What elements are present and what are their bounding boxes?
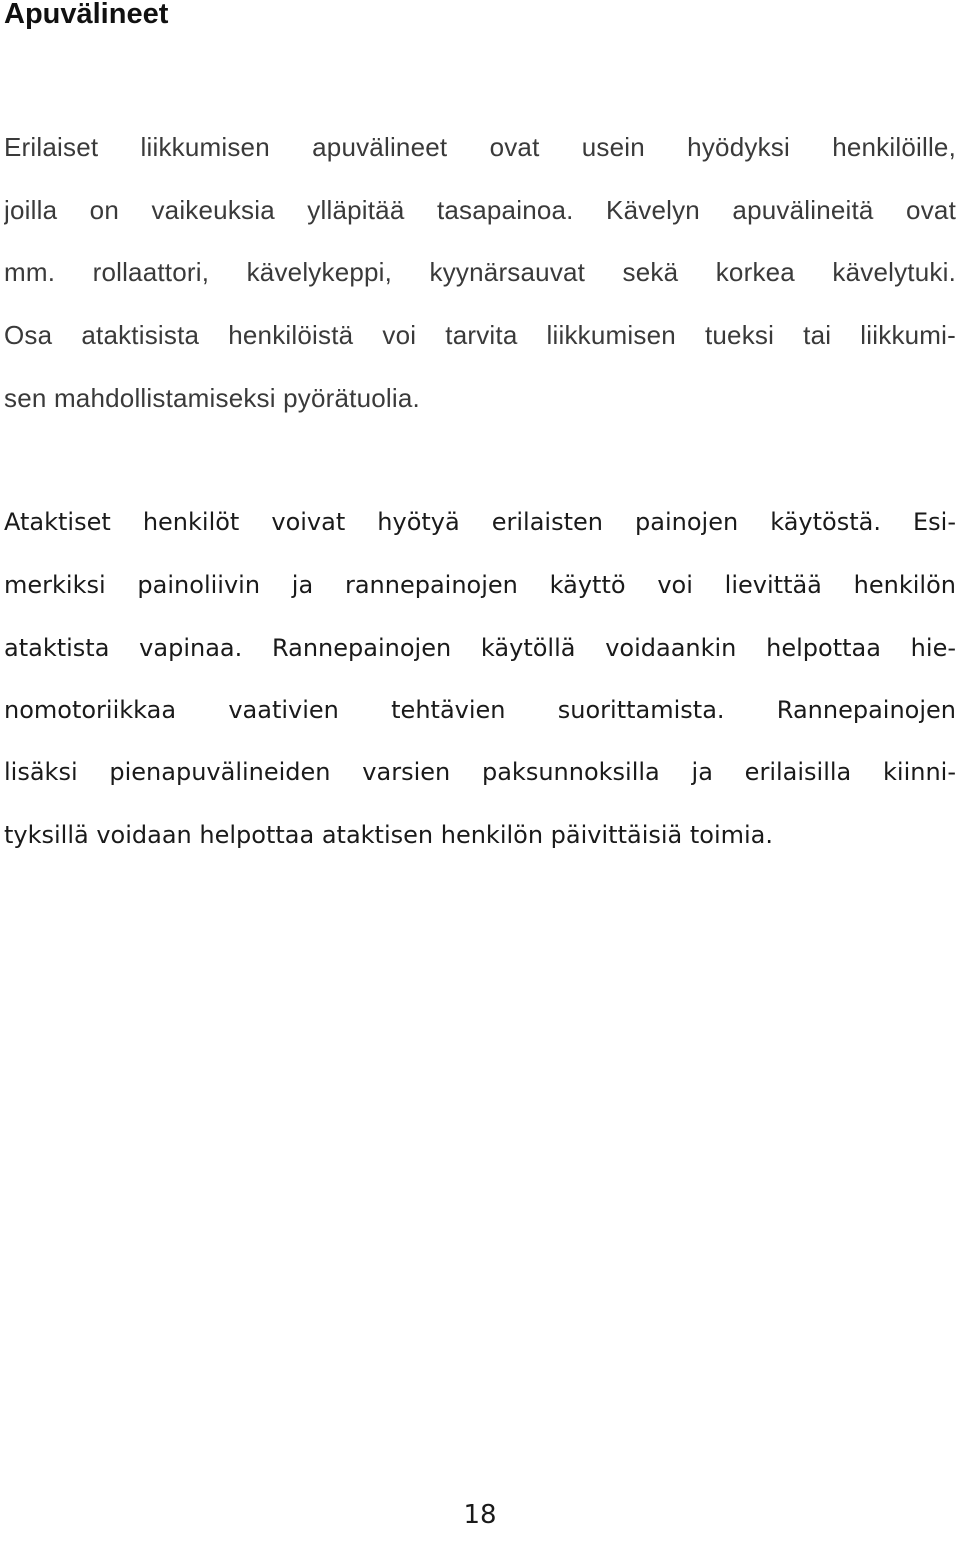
paragraph-line: ataktista vapinaa. Rannepainojen käytöllä voidaankin helpottaa hie- xyxy=(4,634,956,662)
page-number: 18 xyxy=(463,1500,497,1530)
paragraph-line: tyksillä voidaan helpottaa ataktisen henkilön päivittäisiä toimia. xyxy=(4,821,774,849)
paragraph-line: merkiksi painoliivin ja rannepainojen käyttö voi lievittää henkilön xyxy=(4,571,956,599)
paragraph-line: Osa ataktisista henkilöistä voi tarvita liikkumisen tueksi tai liikkumi- xyxy=(4,320,956,350)
paragraph-line: Erilaiset liikkumisen apuvälineet ovat usein hyödyksi henkilöille, xyxy=(4,132,956,162)
paragraph-line: sen mahdollistamiseksi pyörätuolia. xyxy=(4,383,420,413)
paragraph-line: Ataktiset henkilöt voivat hyötyä erilaisten painojen käytöstä. Esi- xyxy=(4,508,956,536)
paragraph-line: mm. rollaattori, kävelykeppi, kyynärsauvat sekä korkea kävelytuki. xyxy=(4,257,956,287)
section-heading: Apuvälineet xyxy=(4,0,169,30)
paragraph-line: joilla on vaikeuksia ylläpitää tasapainoa. Kävelyn apuvälineitä ovat xyxy=(4,195,956,225)
paragraph-line: lisäksi pienapuvälineiden varsien paksunnoksilla ja erilaisilla kiinni- xyxy=(4,758,956,786)
paragraph-line: nomotoriikkaa vaativien tehtävien suorittamista. Rannepainojen xyxy=(4,696,956,724)
